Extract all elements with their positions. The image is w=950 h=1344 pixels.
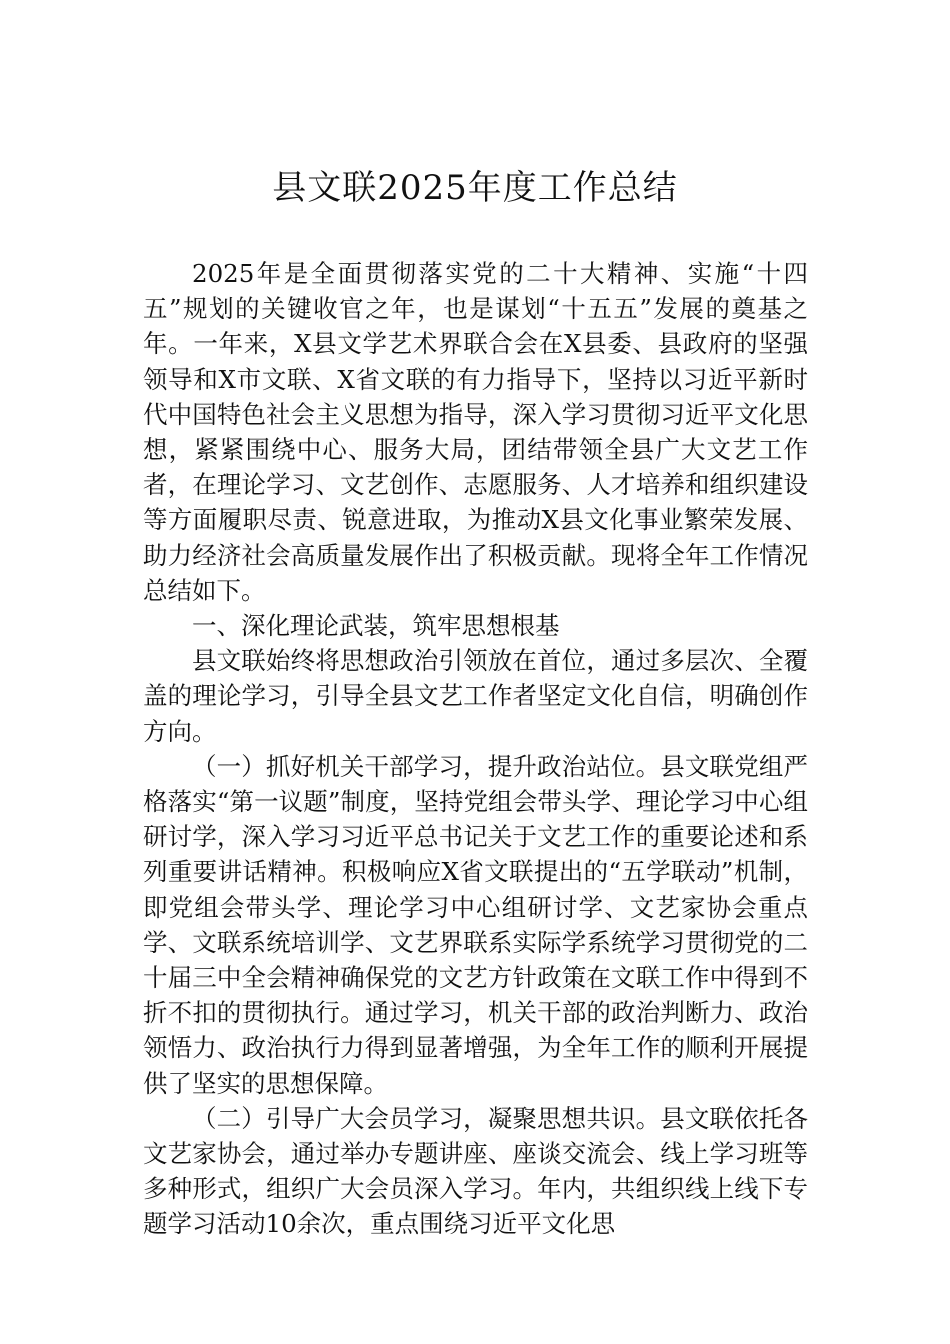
section-intro-paragraph: 县文联始终将思想政治引领放在首位，通过多层次、全覆盖的理论学习，引导全县文艺工作者坚定文化自信，明确创作方向。: [143, 646, 808, 746]
subsection-paragraph-2: （二）引导广大会员学习，凝聚思想共识。县文联依托各文艺家协会，通过举办专题讲座、座谈交流会、线上学习班等多种形式，组织广大会员深入学习。年内，共组织线上线下专题学习活动10余次，重点围绕习近平文化思: [143, 1103, 808, 1239]
page-title: 县文联2025年度工作总结: [272, 168, 678, 208]
intro-paragraph: 2025年是全面贯彻落实党的二十大精神、实施“十四五”规划的关键收官之年，也是谋划“十五五”发展的奠基之年。一年来，X县文学艺术界联合会在X县委、县政府的坚强领导和X市文联、X省文联的有力指导下，坚持以习近平新时代中国特色社会主义思想为指导，深入学习贯彻习近平文化思想，紧紧围绕中心、服务大局，团结带领全县广大文艺工作者，在理论学习、文艺创作、志愿服务、人才培养和组织建设等方面履职尽责、锐意进取，为推动X县文化事业繁荣发展、助力经济社会高质量发展作出了积极贡献。现将全年工作情况总结如下。: [143, 259, 808, 605]
section-heading: 一、深化理论武装，筑牢思想根基: [192, 611, 560, 641]
subsection-paragraph-1: （一）抓好机关干部学习，提升政治站位。县文联党组严格落实“第一议题”制度，坚持党组会带头学、理论学习中心组研讨学，深入学习习近平总书记关于文艺工作的重要论述和系列重要讲话精神。积极响应X省文联提出的“五学联动”机制，即党组会带头学、理论学习中心组研讨学、文艺家协会重点学、文联系统培训学、文艺界联系实际学系统学习贯彻党的二十届三中全会精神确保党的文艺方针政策在文联工作中得到不折不扣的贯彻执行。通过学习，机关干部的政治判断力、政治领悟力、政治执行力得到显著增强，为全年工作的顺利开展提供了坚实的思想保障。: [143, 751, 808, 1098]
document-body: [143, 256, 808, 1242]
